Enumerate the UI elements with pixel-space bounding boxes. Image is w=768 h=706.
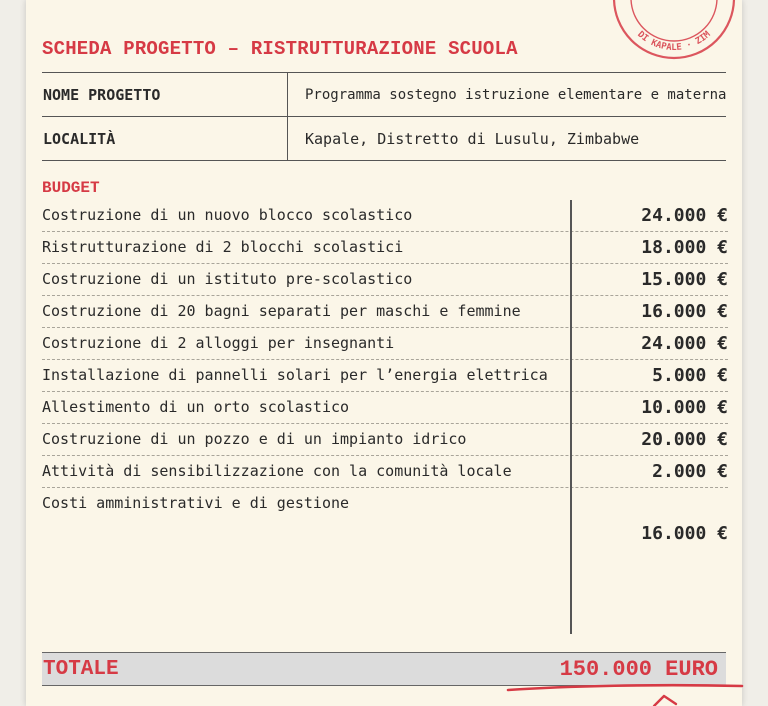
budget-item-description: Ristrutturazione di 2 blocchi scolastici xyxy=(42,238,404,256)
project-sheet xyxy=(26,0,742,706)
budget-item-description: Installazione di pannelli solari per l’energia elettrica xyxy=(42,366,548,384)
budget-item-amount: 24.000 € xyxy=(641,333,728,354)
budget-row xyxy=(42,328,728,360)
total-value: 150.000 EURO xyxy=(559,656,718,682)
budget-row xyxy=(42,456,728,488)
info-row-location xyxy=(42,116,726,161)
budget-item-description: Costruzione di un nuovo blocco scolastico xyxy=(42,206,413,224)
budget-item-description: Costruzione di 20 bagni separati per maschi e femmine xyxy=(42,302,521,320)
budget-item-description: Costruzione di un istituto pre-scolastico xyxy=(42,270,413,288)
budget-item-description: Costruzione di 2 alloggi per insegnanti xyxy=(42,334,395,352)
budget-heading: BUDGET xyxy=(42,179,100,197)
budget-item-amount: 10.000 € xyxy=(641,397,728,418)
budget-item-amount: 16.000 € xyxy=(641,301,728,322)
budget-row xyxy=(42,296,728,328)
budget-item-description: Attività di sensibilizzazione con la comunità locale xyxy=(42,462,512,480)
budget-row xyxy=(42,360,728,392)
handwritten-underline-arrow xyxy=(506,678,746,706)
stamp-seal xyxy=(602,0,746,53)
budget-item-amount: 18.000 € xyxy=(641,237,728,258)
budget-row xyxy=(42,200,728,232)
budget-item-amount: 24.000 € xyxy=(641,205,728,226)
budget-table xyxy=(42,200,728,550)
budget-item-amount: 20.000 € xyxy=(641,429,728,450)
budget-item-description: Costruzione di un pozzo e di un impianto idrico xyxy=(42,430,467,448)
budget-item-amount: 15.000 € xyxy=(641,269,728,290)
info-row-project-name xyxy=(42,72,726,116)
total-label: TOTALE xyxy=(43,657,119,681)
budget-item-amount: 2.000 € xyxy=(652,461,728,482)
info-label: NOME PROGETTO xyxy=(42,73,288,116)
stamp-text: DI KAPALE · ZIM xyxy=(635,29,713,53)
project-info-table xyxy=(42,72,726,161)
info-value: Kapale, Distretto di Lusulu, Zimbabwe xyxy=(305,129,640,148)
budget-item-amount: 16.000 € xyxy=(641,523,728,544)
budget-item-amount: 5.000 € xyxy=(652,365,728,386)
budget-item-description: Costi amministrativi e di gestione xyxy=(42,494,350,512)
info-label: LOCALITÀ xyxy=(42,117,288,160)
column-divider xyxy=(570,200,572,634)
budget-row xyxy=(42,392,728,424)
budget-item-description: Allestimento di un orto scolastico xyxy=(42,398,350,416)
page-title: SCHEDA PROGETTO – RISTRUTTURAZIONE SCUOLA xyxy=(42,38,518,60)
budget-row xyxy=(42,232,728,264)
budget-row xyxy=(42,264,728,296)
budget-row xyxy=(42,488,728,550)
info-value: Programma sostegno istruzione elementare e materna xyxy=(305,86,726,103)
budget-row xyxy=(42,424,728,456)
